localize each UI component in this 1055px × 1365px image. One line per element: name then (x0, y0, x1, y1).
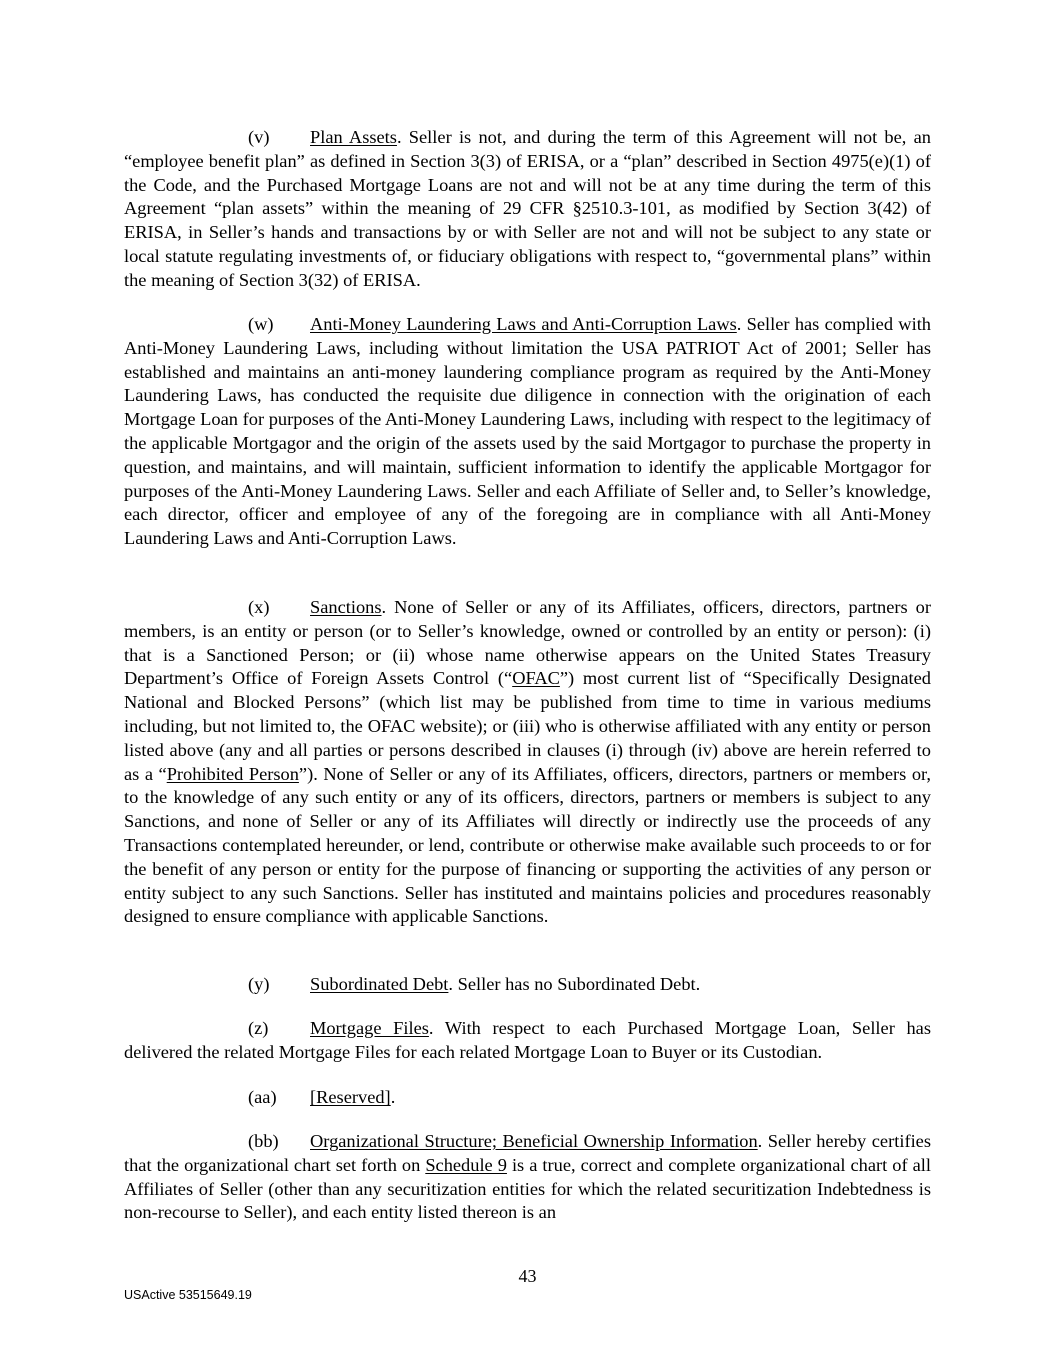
section-bb-label: (bb) (248, 1131, 279, 1151)
section-z-paragraph (124, 1017, 931, 1065)
section-x-text-3: ”). None of Seller or any of its Affiliates, officers, directors, partners or members or, to the knowledge of any such entity or any of its officers, directors, partners or members is subject to any Sanctions, and none of Seller or any of its Affiliates will directly or indirectly use the proceeds of any Transactions contemplated hereunder, or lend, contribute or otherwise make available such proceeds to or for the benefit of any person or entity for the purpose of financing or supporting the activities of any person or entity subject to any such Sanctions. Seller has instituted and maintains policies and procedures reasonably designed to ensure compliance with applicable Sanctions. (124, 763, 931, 927)
section-aa-label: (aa) (248, 1087, 277, 1107)
defined-term-ofac: OFAC (512, 668, 560, 689)
section-bb-text-1: . Seller hereby certifies that the organizational chart set forth on (124, 1131, 931, 1175)
section-x-heading: Sanctions (310, 597, 382, 617)
section-v-text: . Seller is not, and during the term of this Agreement will not be, an “employee benefit plan” as defined in Section 3(3) of ERISA, or a “plan” described in Section 4975(e)(1) of the Code, and the Purchased Mortgage Loans are not and will not be at any time during the term of this Agreement “plan assets” within the meaning of 29 CFR §2510.3-101, as modified by Section 3(42) of ERISA, in Seller’s hands and transactions by or with Seller are not and will not be subject to any state or local statute regulating investments of, or fiduciary obligations with respect to, “governmental plans” within the meaning of Section 3(32) of ERISA. (124, 127, 931, 290)
section-bb-text-2: is a true, correct and complete organizational chart of all Affiliates of Seller (other than any securitization entities for which the related securitization Indebtedness is non-recourse to Seller), and each entity listed thereon is an (124, 1154, 931, 1223)
section-w-paragraph (124, 313, 931, 551)
section-w-heading: Anti-Money Laundering Laws and Anti-Corruption Laws (310, 314, 737, 334)
section-y-heading: Subordinated Debt (310, 974, 449, 994)
section-v-heading: Plan Assets (310, 127, 397, 147)
section-v-paragraph (124, 126, 931, 293)
page-number: 43 (518, 1266, 537, 1286)
defined-term-prohibited-person: Prohibited Person (166, 763, 299, 784)
section-x-text-2: ”) most current list of “Specifically Designated National and Blocked Persons” (which list may be published from time to time in various mediums including, but not limited to, the OFAC website); or (iii) who is otherwise affiliated with any entity or person listed above (any and all parties or persons described in clauses (i) through (iv) above are herein referred to as a “ (124, 668, 931, 784)
document-id-footer: USActive 53515649.19 (124, 1288, 252, 1302)
section-y-text: . Seller has no Subordinated Debt. (448, 974, 701, 994)
schedule-9-reference: Schedule 9 (425, 1154, 507, 1175)
section-v-label: (v) (248, 127, 270, 147)
section-z-label: (z) (248, 1018, 269, 1038)
section-bb-paragraph (124, 1130, 931, 1225)
section-aa-paragraph (124, 1086, 931, 1110)
section-aa-heading: [Reserved] (310, 1087, 391, 1107)
section-y-paragraph (124, 973, 931, 997)
section-z-heading: Mortgage Files (310, 1018, 429, 1038)
section-aa-text: . (390, 1087, 396, 1107)
section-y-label: (y) (248, 974, 270, 994)
section-x-paragraph (124, 596, 931, 929)
section-x-label: (x) (248, 597, 270, 617)
section-bb-heading: Organizational Structure; Beneficial Ownership Information (310, 1131, 758, 1151)
section-w-label: (w) (248, 314, 274, 334)
section-x-text-1: . None of Seller or any of its Affiliates, officers, directors, partners or members, is an entity or person (or to Seller’s knowledge, owned or controlled by an entity or person): (i) that is a Sanctioned Person; or (ii) whose name otherwise appears on the United States Treasury Department’s Office of Foreign Assets Control (“ (124, 597, 931, 689)
section-z-text: . With respect to each Purchased Mortgage Loan, Seller has delivered the related Mortgage Files for each related Mortgage Loan to Buyer or its Custodian. (124, 1018, 931, 1062)
section-w-text: . Seller has complied with Anti-Money Laundering Laws, including without limitation the USA PATRIOT Act of 2001; Seller has established and maintains an anti-money laundering compliance program as required by the Anti-Money Laundering Laws, has conducted the requisite due diligence in connection with the origination of each Mortgage Loan for purposes of the Anti-Money Laundering Laws, including with respect to the legitimacy of the applicable Mortgagor and the origin of the assets used by the said Mortgagor to purchase the property in question, and maintains, and will maintain, sufficient information to identify the applicable Mortgagor for purposes of the Anti-Money Laundering Laws. Seller and each Affiliate of Seller and, to Seller’s knowledge, each director, officer and employee of any of the foregoing are in compliance with all Anti-Money Laundering Laws and Anti-Corruption Laws. (124, 314, 931, 549)
